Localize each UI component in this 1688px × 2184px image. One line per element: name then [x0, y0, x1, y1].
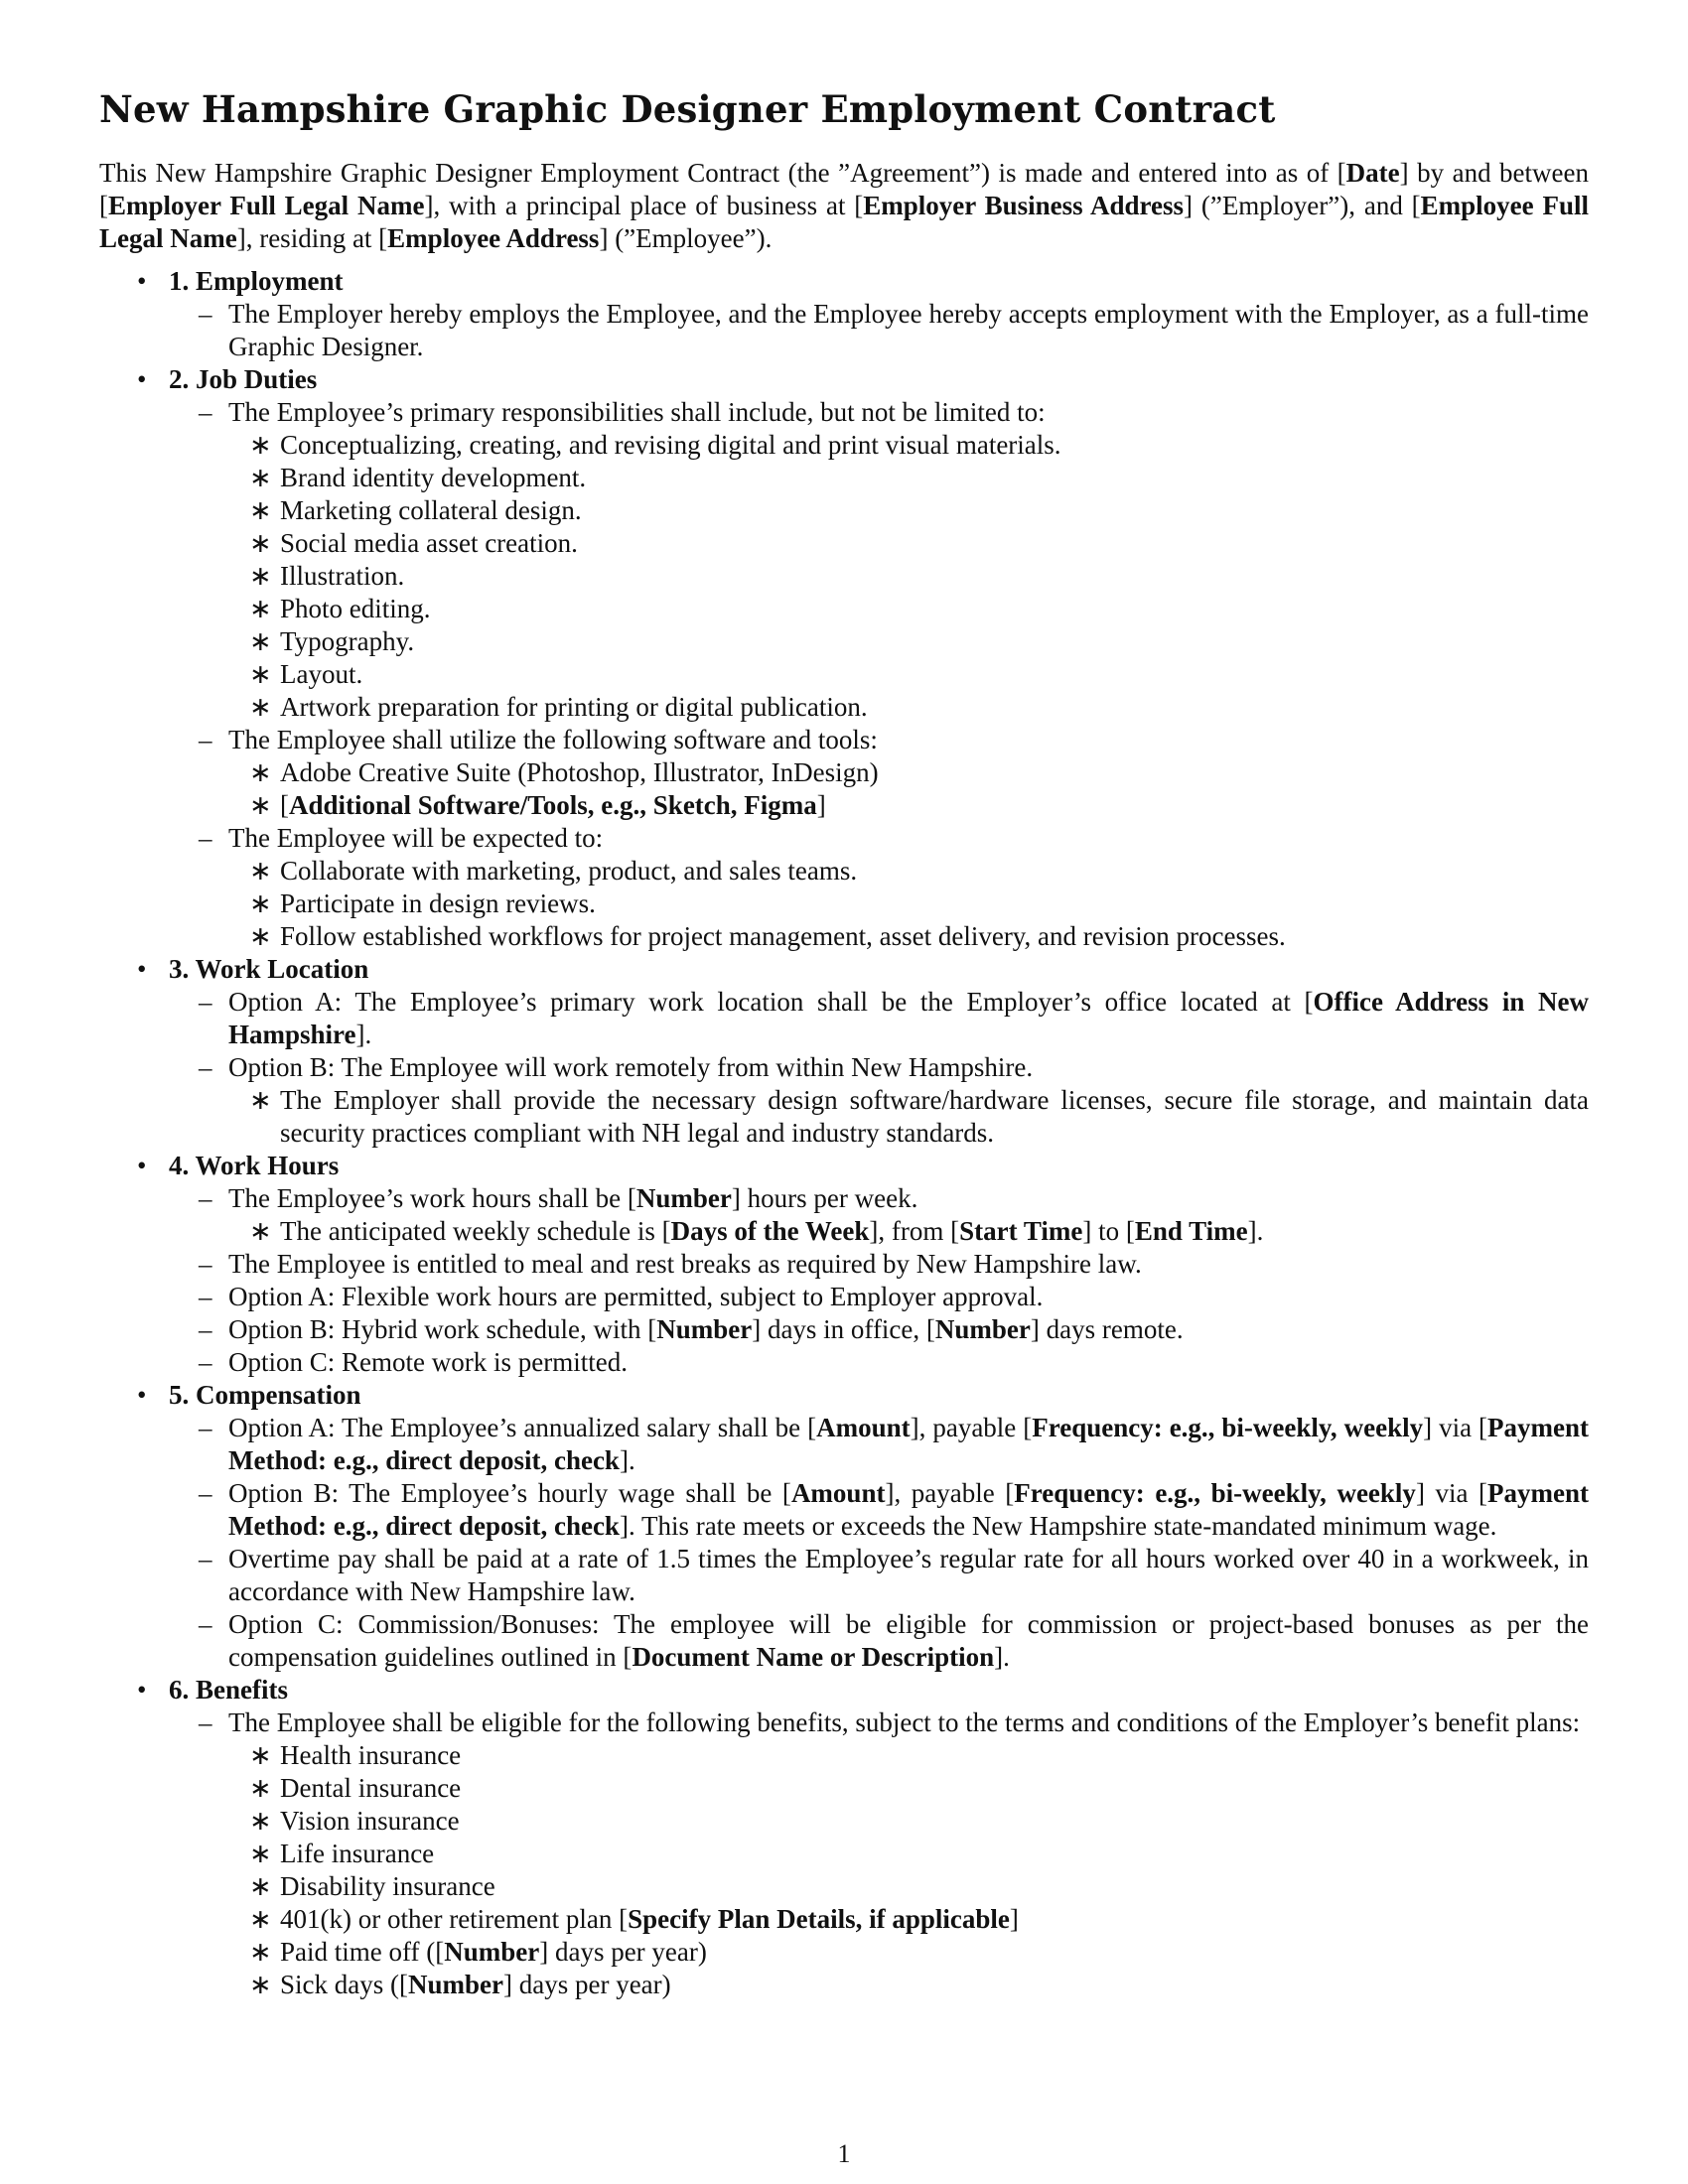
bullet-icon: • — [137, 1151, 147, 1180]
text-run: ], from [ — [869, 1216, 960, 1246]
list-item — [99, 1182, 1589, 1215]
text-run: Option B: The Employee will work remotely from within New Hampshire. — [228, 1052, 1034, 1082]
text-run: ] days remote. — [1030, 1314, 1184, 1344]
text-run: Social media asset creation. — [280, 528, 578, 558]
text-run: ]. — [1247, 1216, 1264, 1246]
text-run: Photo editing. — [280, 594, 431, 623]
list-item — [99, 1706, 1589, 1739]
text-run: Dental insurance — [280, 1773, 462, 1803]
section-title: 2. Job Duties — [169, 364, 318, 394]
section-title: 1. Employment — [169, 266, 344, 296]
asterisk-bullet-icon: ∗ — [249, 495, 272, 525]
placeholder-field: Start Time — [959, 1216, 1083, 1246]
placeholder-field: Frequency: e.g., bi-weekly, weekly — [1032, 1413, 1424, 1442]
sub-list-item — [99, 691, 1589, 724]
list-item — [99, 986, 1589, 1051]
placeholder-field: Payment Method: e.g., direct deposit, check — [228, 1478, 1590, 1541]
section-6 — [99, 1674, 1589, 1706]
text-run: Option B: The Employee’s hourly wage shall be [ — [228, 1478, 791, 1508]
sub-list-item — [99, 1903, 1589, 1936]
list-item — [99, 724, 1589, 756]
text-run: ], residing at [ — [236, 223, 388, 253]
list-item — [99, 396, 1589, 429]
dash-bullet-icon: – — [199, 1707, 212, 1737]
text-run: Life insurance — [280, 1839, 435, 1868]
asterisk-bullet-icon: ∗ — [249, 692, 272, 722]
text-run: ] by and between [ — [99, 158, 1590, 220]
placeholder-field: Number — [934, 1314, 1031, 1344]
dash-bullet-icon: – — [199, 299, 212, 329]
section-title: 6. Benefits — [169, 1675, 288, 1705]
text-run: Adobe Creative Suite (Photoshop, Illustrator, InDesign) — [280, 757, 879, 787]
asterisk-bullet-icon: ∗ — [249, 463, 272, 492]
dash-bullet-icon: – — [199, 1413, 212, 1442]
text-run: Overtime pay shall be paid at a rate of 1.5 times the Employee’s regular rate for all hours worked over 40 in a workweek, in accordance with New Hampshire law. — [228, 1544, 1589, 1606]
placeholder-field: Number — [444, 1937, 540, 1967]
text-run: Option B: Hybrid work schedule, with [ — [228, 1314, 657, 1344]
sub-list-item — [99, 1739, 1589, 1772]
text-run: The Employee shall utilize the following software and tools: — [228, 725, 878, 754]
text-run: ] via [ — [1423, 1413, 1488, 1442]
dash-bullet-icon: – — [199, 1249, 212, 1279]
text-run: Paid time off ([ — [280, 1937, 445, 1967]
dash-bullet-icon: – — [199, 1347, 212, 1377]
text-run: ], with a principal place of business at [ — [424, 191, 864, 220]
sub-list-item — [99, 1838, 1589, 1870]
sub-list-item — [99, 658, 1589, 691]
sub-list-item — [99, 920, 1589, 953]
text-run: This New Hampshire Graphic Designer Employment Contract (the ”Agreement”) is made and entered into as of [ — [99, 158, 1346, 188]
text-run: [ — [280, 790, 289, 820]
asterisk-bullet-icon: ∗ — [249, 561, 272, 591]
dash-bullet-icon: – — [199, 1314, 212, 1344]
text-run: Vision insurance — [280, 1806, 460, 1836]
asterisk-bullet-icon: ∗ — [249, 921, 272, 951]
text-run: The anticipated weekly schedule is [ — [280, 1216, 671, 1246]
section-list — [99, 265, 1589, 2001]
bullet-icon: • — [137, 954, 147, 984]
asterisk-bullet-icon: ∗ — [249, 626, 272, 656]
placeholder-field: Amount — [816, 1413, 911, 1442]
asterisk-bullet-icon: ∗ — [249, 1871, 272, 1901]
sub-list-item — [99, 1215, 1589, 1248]
text-run: The Employee’s primary responsibilities shall include, but not be limited to: — [228, 397, 1046, 427]
text-run: ] hours per week. — [731, 1183, 918, 1213]
text-run: ], payable [ — [885, 1478, 1015, 1508]
sub-list-item — [99, 462, 1589, 494]
dash-bullet-icon: – — [199, 1478, 212, 1508]
text-run: Health insurance — [280, 1740, 462, 1770]
text-run: Illustration. — [280, 561, 405, 591]
text-run: ] — [816, 790, 826, 820]
dash-bullet-icon: – — [199, 1282, 212, 1311]
sub-list-item — [99, 429, 1589, 462]
text-run: ] days per year) — [539, 1937, 707, 1967]
sub-list-item — [99, 1870, 1589, 1903]
asterisk-bullet-icon: ∗ — [249, 856, 272, 886]
sub-list-item — [99, 560, 1589, 593]
text-run: ] days in office, [ — [752, 1314, 935, 1344]
dash-bullet-icon: – — [199, 1544, 212, 1573]
placeholder-field: Number — [407, 1970, 503, 1999]
section-5 — [99, 1379, 1589, 1412]
list-item — [99, 1248, 1589, 1281]
sub-list-item — [99, 1805, 1589, 1838]
sub-list-item — [99, 1969, 1589, 2001]
asterisk-bullet-icon: ∗ — [249, 888, 272, 918]
text-run: Sick days ([ — [280, 1970, 408, 1999]
list-item — [99, 1313, 1589, 1346]
asterisk-bullet-icon: ∗ — [249, 757, 272, 787]
list-item — [99, 1051, 1589, 1084]
section-1 — [99, 265, 1589, 298]
placeholder-field: Number — [635, 1183, 732, 1213]
placeholder-field: Frequency: e.g., bi-weekly, weekly — [1014, 1478, 1416, 1508]
text-run: ]. — [619, 1445, 635, 1475]
text-run: The Employee’s work hours shall be [ — [228, 1183, 636, 1213]
list-item — [99, 1477, 1589, 1543]
placeholder-field: Date — [1345, 158, 1400, 188]
dash-bullet-icon: – — [199, 725, 212, 754]
placeholder-field: Employer Full Legal Name — [108, 191, 425, 220]
sub-list-item — [99, 855, 1589, 887]
asterisk-bullet-icon: ∗ — [249, 594, 272, 623]
asterisk-bullet-icon: ∗ — [249, 1970, 272, 1999]
text-run: Participate in design reviews. — [280, 888, 596, 918]
text-run: 401(k) or other retirement plan [ — [280, 1904, 629, 1934]
text-run: ] via [ — [1415, 1478, 1488, 1508]
placeholder-field: Payment Method: e.g., direct deposit, check — [228, 1413, 1589, 1475]
document-page — [99, 79, 1589, 2001]
text-run: Disability insurance — [280, 1871, 495, 1901]
text-run: Option A: The Employee’s annualized salary shall be [ — [228, 1413, 817, 1442]
asterisk-bullet-icon: ∗ — [249, 1216, 272, 1246]
dash-bullet-icon: – — [199, 1609, 212, 1639]
dash-bullet-icon: – — [199, 1052, 212, 1082]
text-run: ] — [1009, 1904, 1019, 1934]
placeholder-field: Employee Full Legal Name — [99, 191, 1589, 253]
section-3 — [99, 953, 1589, 986]
placeholder-field: Document Name or Description — [632, 1642, 995, 1672]
asterisk-bullet-icon: ∗ — [249, 1839, 272, 1868]
text-run: ]. — [994, 1642, 1010, 1672]
list-item — [99, 1543, 1589, 1608]
list-item — [99, 1608, 1589, 1674]
sub-list-item — [99, 887, 1589, 920]
dash-bullet-icon: – — [199, 987, 212, 1017]
text-run: ] to [ — [1082, 1216, 1135, 1246]
asterisk-bullet-icon: ∗ — [249, 1773, 272, 1803]
asterisk-bullet-icon: ∗ — [249, 430, 272, 460]
text-run: The Employer hereby employs the Employee, and the Employee hereby accepts employment with the Employer, as a full-time Graphic Designer. — [228, 299, 1589, 361]
text-run: ], payable [ — [910, 1413, 1033, 1442]
list-item — [99, 822, 1589, 855]
section-2 — [99, 363, 1589, 396]
asterisk-bullet-icon: ∗ — [249, 659, 272, 689]
sub-list-item — [99, 593, 1589, 625]
section-4 — [99, 1150, 1589, 1182]
placeholder-field: Amount — [790, 1478, 886, 1508]
sub-list-item — [99, 1084, 1589, 1150]
asterisk-bullet-icon: ∗ — [249, 1085, 272, 1115]
intro-paragraph — [99, 157, 1589, 255]
document-title: New Hampshire Graphic Designer Employment Contract — [99, 87, 1276, 131]
asterisk-bullet-icon: ∗ — [249, 790, 272, 820]
dash-bullet-icon: – — [199, 397, 212, 427]
text-run: Option A: Flexible work hours are permitted, subject to Employer approval. — [228, 1282, 1044, 1311]
text-run: ]. This rate meets or exceeds the New Hampshire state-mandated minimum wage. — [619, 1511, 1497, 1541]
asterisk-bullet-icon: ∗ — [249, 528, 272, 558]
text-run: Option C: Remote work is permitted. — [228, 1347, 628, 1377]
placeholder-field: Specify Plan Details, if applicable — [628, 1904, 1010, 1934]
text-run: The Employee will be expected to: — [228, 823, 604, 853]
sub-list-item — [99, 625, 1589, 658]
placeholder-field: Employee Address — [387, 223, 600, 253]
sub-list-item — [99, 527, 1589, 560]
placeholder-field: End Time — [1134, 1216, 1248, 1246]
text-run: The Employee shall be eligible for the following benefits, subject to the terms and conditions of the Employer’s benefit plans: — [228, 1707, 1581, 1737]
asterisk-bullet-icon: ∗ — [249, 1740, 272, 1770]
text-run: ] (”Employer”), and [ — [1184, 191, 1421, 220]
text-run: ]. — [355, 1020, 372, 1049]
text-run: Option C: Commission/Bonuses: The employee will be eligible for commission or project-based bonuses as per the compensation guidelines outlined in [ — [228, 1609, 1589, 1672]
bullet-icon: • — [137, 1675, 147, 1705]
text-run: The Employer shall provide the necessary design software/hardware licenses, secure file storage, and maintain data security practices compliant with NH legal and industry standards. — [280, 1085, 1589, 1148]
asterisk-bullet-icon: ∗ — [249, 1806, 272, 1836]
text-run: Follow established workflows for project management, asset delivery, and revision processes. — [280, 921, 1286, 951]
asterisk-bullet-icon: ∗ — [249, 1937, 272, 1967]
placeholder-field: Additional Software/Tools, e.g., Sketch, Figma — [289, 790, 817, 820]
page-number: 1 — [837, 2139, 851, 2168]
sub-list-item — [99, 1772, 1589, 1805]
dash-bullet-icon: – — [199, 823, 212, 853]
text-run: Conceptualizing, creating, and revising digital and print visual materials. — [280, 430, 1061, 460]
asterisk-bullet-icon: ∗ — [249, 1904, 272, 1934]
list-item — [99, 1346, 1589, 1379]
sub-list-item — [99, 1936, 1589, 1969]
sub-list-item — [99, 494, 1589, 527]
placeholder-field: Employer Business Address — [863, 191, 1185, 220]
placeholder-field: Days of the Week — [670, 1216, 870, 1246]
placeholder-field: Office Address in New Hampshire — [228, 987, 1589, 1049]
section-title: 5. Compensation — [169, 1380, 361, 1410]
bullet-icon: • — [137, 364, 147, 394]
text-run: Option A: The Employee’s primary work location shall be the Employer’s office located at [ — [228, 987, 1314, 1017]
text-run: The Employee is entitled to meal and rest breaks as required by New Hampshire law. — [228, 1249, 1142, 1279]
text-run: Layout. — [280, 659, 363, 689]
text-run: Artwork preparation for printing or digital publication. — [280, 692, 868, 722]
list-item — [99, 1281, 1589, 1313]
sub-list-item — [99, 789, 1589, 822]
list-item — [99, 298, 1589, 363]
sub-list-item — [99, 756, 1589, 789]
text-run: ] days per year) — [502, 1970, 671, 1999]
dash-bullet-icon: – — [199, 1183, 212, 1213]
text-run: Typography. — [280, 626, 415, 656]
section-title: 4. Work Hours — [169, 1151, 340, 1180]
placeholder-field: Number — [656, 1314, 753, 1344]
text-run: Collaborate with marketing, product, and sales teams. — [280, 856, 858, 886]
bullet-icon: • — [137, 1380, 147, 1410]
text-run: Marketing collateral design. — [280, 495, 582, 525]
text-run: Brand identity development. — [280, 463, 587, 492]
list-item — [99, 1412, 1589, 1477]
bullet-icon: • — [137, 266, 147, 296]
section-title: 3. Work Location — [169, 954, 369, 984]
text-run: ] (”Employee”). — [599, 223, 773, 253]
